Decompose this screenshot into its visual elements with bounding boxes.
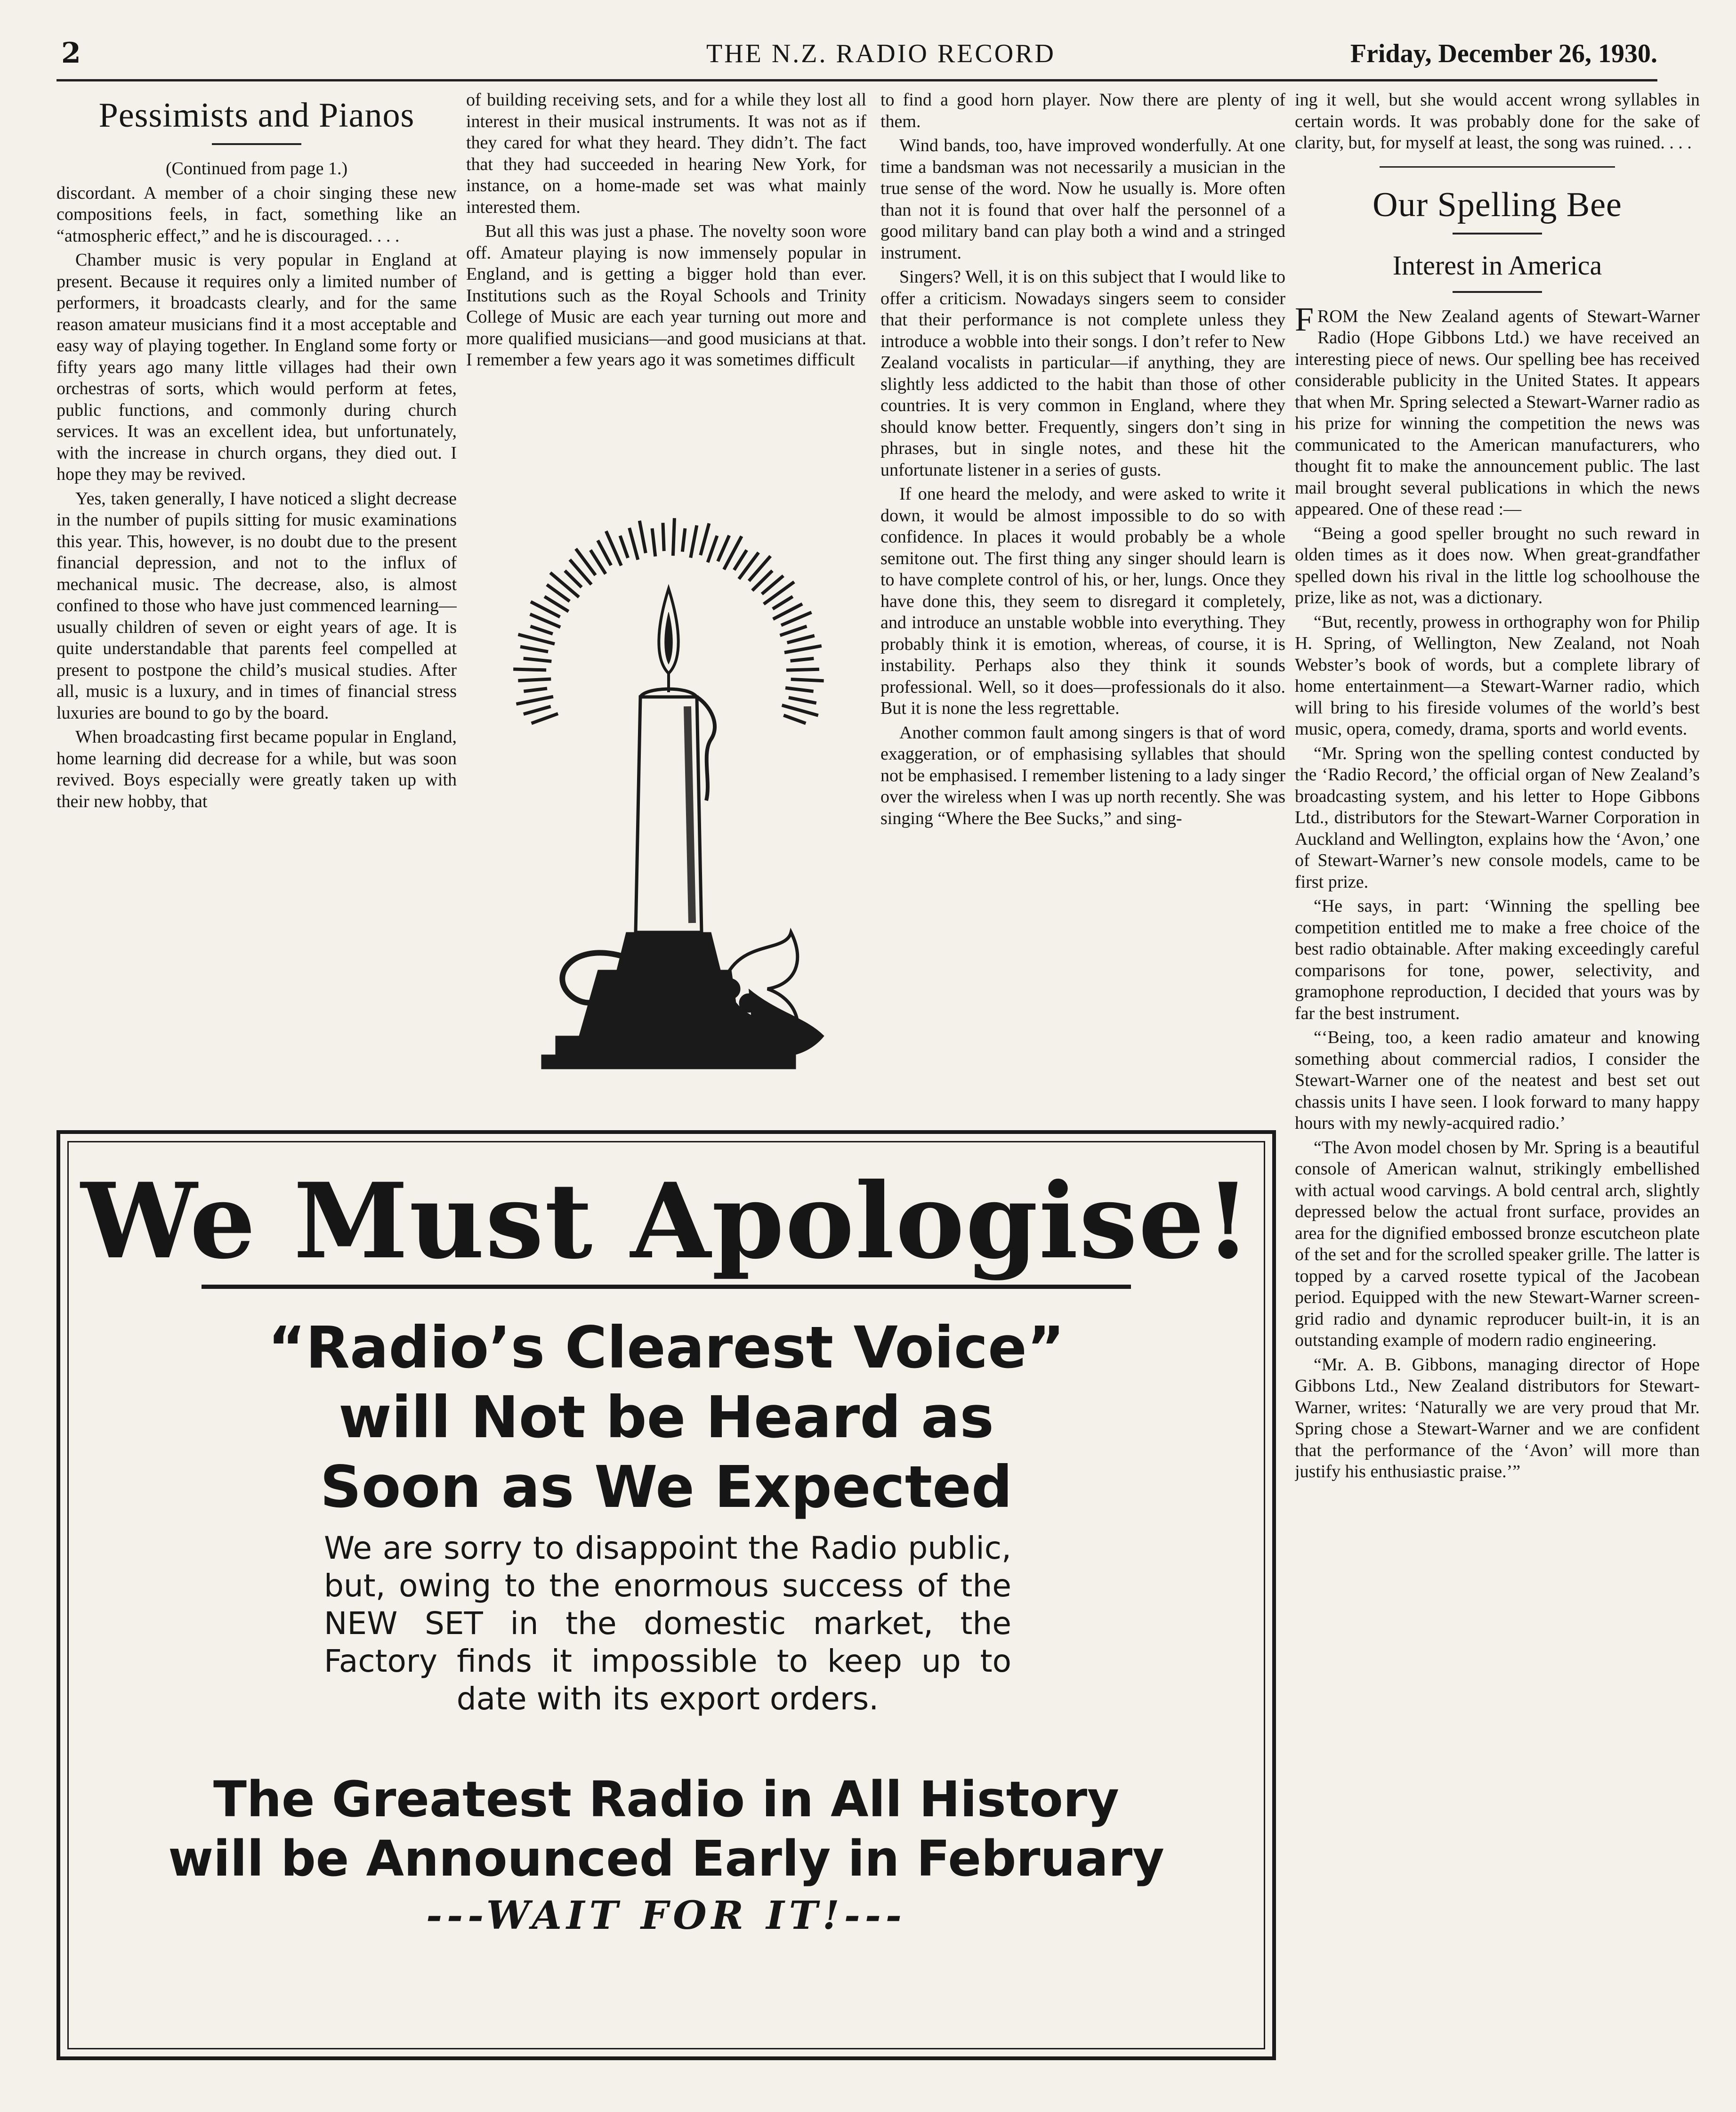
headline-rule — [1453, 233, 1542, 235]
paragraph: to find a good horn player. Now there are plenty of them. — [880, 90, 1285, 131]
advertisement-box — [57, 1130, 1276, 2060]
ad-announcement — [60, 1770, 1272, 1888]
paragraph: If one heard the melody, and were asked to write it down, it would be almost impossible to do so with confidence. In places it would probably be a whole semitone out. The first thing any singer should learn is to have complete control of his, or her, lungs. Once they have done this, they seem to disregard it completely, and introduce an unstable wobble into everything. They probably think it is emotion, whereas, of course, it is instability. Perhaps also they think it sounds professional. Well, so it does—professionals do it also. But it is none the less regrettable. — [880, 484, 1285, 718]
ray-mark — [598, 541, 611, 566]
column-2 — [466, 89, 866, 513]
paragraph: “‘Being, too, a keen radio amateur and knowing something about commercial radios, I consider the Stewart-Warner one of the neatest and best set out chassis units I have seen. I look forward to many happy hours with my newly-acquired radio.’ — [1295, 1028, 1700, 1133]
ray-mark — [691, 526, 697, 558]
ray-mark — [550, 573, 579, 597]
ray-mark — [734, 550, 747, 570]
ray-mark — [524, 658, 552, 661]
ray-mark — [708, 536, 717, 563]
paragraph: Chamber music is very popular in England at present. Because it requires only a limited number of performers, it broadcasts clearly, and for the same reason amateur musicians find it a most acceptable and easy way of playing together. In England some forty or fifty years ago many little villages had their own orchestras of sorts, which would perform at fetes, public functions, and commonly during church services. It was an excellent idea, but unfortunately, with the increase in church organs, they died out. I hope they may be revived. — [57, 250, 457, 484]
ad-announcement-line: The Greatest Radio in All History — [213, 1771, 1119, 1828]
ray-mark — [531, 626, 553, 634]
ray-mark — [701, 523, 709, 555]
lead-text: ROM the New Zealand agents of Stewart-Warner Radio (Hope Gibbons Ltd.) we have received an interesting piece of news. Our spelling bee has received considerable publicity in the United States. It appears that when Mr. Spring selected a Stewart-Warner radio as his prize for winning the competition the news was communicated to the American manufacturers, who thought fit to make the announcement public. The last mail brought several publications in which the news appeared. One of these read :— — [1295, 306, 1700, 519]
paragraph: “The Avon model chosen by Mr. Spring is a beautiful console of American walnut, strikingly embellished with actual wood carvings. A bold central arch, slightly depressed below the actual front surface, provides an area for the dignified embossed bronze escutcheon plate of the set and for the scrolled speaker grille. The latter is topped by a carved rosette typical of the Jacobean period. Equipped with the new Stewart-Warner screen-grid radio and dynamic reproducer built-in, it is an outstanding example of modern radio engineering. — [1295, 1137, 1700, 1350]
paragraph: ing it well, but she would accent wrong syllables in certain words. It was probably done for the sake of clarity, but, for myself at least, the song was ruined. . . . — [1295, 90, 1700, 153]
paragraph: But all this was just a phase. The novelty soon wore off. Amateur playing is now immensely popular in England, and is getting a bigger hold than ever. Institutions such as the Royal Schools and Trinity College of Music are each year turning out more and more qualified musicians—and good musicians at that. I remember a few years ago it was sometimes difficult — [466, 221, 866, 370]
column-1 — [57, 89, 457, 1121]
ray-mark — [784, 646, 822, 653]
paragraph: “Mr. A. B. Gibbons, managing director of Hope Gibbons Ltd., New Zealand distributors for Stewart-Warner, writes: ‘Naturally we are very proud that Mr. Spring chose a Stewart-Warner and we are confident that the performance of the ‘Avon’ will more than justify his enthusiastic praise.’” — [1295, 1354, 1700, 1481]
paragraph: discordant. A member of a choir singing these new compositions feels, in fact, something like an “atmospheric effect,” and he is discouraged. . . . — [57, 183, 457, 246]
page-number: 2 — [61, 37, 81, 70]
masthead — [57, 37, 1657, 81]
ad-announcement-line: will be Announced Early in February — [168, 1830, 1164, 1887]
ad-title: We Must Apologise! — [81, 1160, 1252, 1282]
column-3 — [880, 89, 1285, 1121]
lead-paragraph — [1295, 300, 1700, 520]
ray-mark — [520, 647, 548, 652]
ray-mark — [764, 582, 794, 604]
paragraph: “Being a good speller brought no such reward in olden times as it does now. When great-grandfather spelled down his rival in the little log schoolhouse the prize, like as not, was a dictionary. — [1295, 523, 1700, 607]
ray-mark — [791, 679, 824, 680]
ray-mark — [524, 706, 551, 714]
paragraph: Another common fault among singers is that of word exaggeration, or of emphasising syllables that should not be emphasised. I remember listening to a lady singer over the wireless when I was up north recently. She was singing “Where the Bee Sucks,” and sing- — [880, 722, 1285, 828]
ray-mark — [513, 669, 546, 670]
ray-mark — [791, 658, 814, 661]
ray-mark — [639, 521, 646, 553]
headline-rule — [212, 143, 301, 145]
paper-title: THE N.Z. RADIO RECORD — [706, 39, 1056, 68]
headline-rule — [1453, 291, 1542, 293]
article-headline-spelling: Our Spelling Bee — [1373, 185, 1622, 224]
ad-voice-line: will Not be Heard as — [339, 1384, 994, 1451]
paragraph: of building receiving sets, and for a while they lost all interest in their musical instruments. It was not as if they cared for what they heard. They didn’t. The fact that they had succeeded in hearing New York, for instance, on a home-made set was what mainly interested them. — [466, 90, 866, 217]
candle-with-holly-icon — [466, 518, 866, 1116]
ray-mark — [620, 536, 628, 558]
drop-cap: F — [1295, 300, 1314, 338]
paragraph: Wind bands, too, have improved wonderfully. At one time a bandsman was not necessarily a musician in the true sense of the word. Now he usually is. More often than not it is found that over half the personnel of a good military band can play both a wind and a stringed instrument. — [880, 136, 1285, 263]
paragraph: Yes, taken generally, I have noticed a slight decrease in the number of pupils sitting for music examinations this year. This, however, is no doubt due to the present financial depression, and not to the influx of mechanical music. The decrease, also, is almost confined to those who have just commenced learning—usually children of seven or eight years of age. It is quite understandable that parents feel compelled at present to postpone the child’s musical studies. After all, music is a luxury, and in times of financial stress luxuries are bound to go by the board. — [57, 488, 457, 723]
ray-mark — [518, 679, 551, 680]
ray-mark — [532, 714, 558, 724]
article-headline-pianos: Pessimists and Pianos — [98, 96, 415, 135]
ray-mark — [787, 636, 815, 643]
article-subhead: Interest in America — [1392, 250, 1602, 281]
ray-mark — [780, 626, 807, 635]
ray-mark — [786, 669, 819, 670]
ray-mark — [518, 634, 555, 644]
ad-title-rule — [202, 1285, 1131, 1289]
ray-mark — [663, 523, 664, 551]
ad-voice-line: “Radio’s Clearest Voice” — [267, 1314, 1065, 1381]
continued-note: (Continued from page 1.) — [165, 159, 348, 178]
ray-mark — [785, 688, 814, 691]
ray-mark — [524, 688, 547, 691]
ad-body: We are sorry to disappoint the Radio public, but, owing to the enormous success of the NEW SET in the domestic market, the Factory finds it impossible to keep up to date with its export orders. — [324, 1530, 1011, 1717]
column-4 — [1295, 89, 1700, 2086]
ray-mark — [673, 518, 674, 556]
ray-mark — [773, 597, 793, 609]
ad-voice-line: Soon as We Expected — [320, 1454, 1013, 1521]
ray-mark — [652, 528, 655, 557]
issue-date: Friday, December 26, 1930. — [1350, 39, 1657, 68]
ray-mark — [630, 528, 638, 560]
paragraph: When broadcasting first became popular in England, home learning did decrease for a while, but was soon revived. Boys especially were greatly taken up with their new hobby, that — [57, 727, 457, 811]
ray-mark — [516, 696, 553, 704]
ray-mark — [783, 715, 806, 723]
article-separator-rule — [1380, 166, 1615, 168]
ray-mark — [718, 535, 729, 561]
ad-voice-block — [60, 1313, 1272, 1522]
paragraph: “Mr. Spring won the spelling contest conducted by the ‘Radio Record,’ the official organ of New Zealand’s broadcasting system, and his letter to Hope Gibbons Ltd., distributors for the Stewart-Warner Corporation in Auckland and Wellington, explains how the ‘Avon,’ one of Stewart-Warner’s new console models, came to be first prize. — [1295, 743, 1700, 892]
ray-mark — [565, 571, 582, 587]
ray-mark — [782, 705, 818, 716]
ad-wait-line: ---WAIT FOR IT!--- — [426, 1893, 906, 1938]
paragraph: Singers? Well, it is on this subject that I would like to offer a criticism. Nowadays singers seem to consider that their performance is not complete unless they introduce a wobble into their songs. I don’t refer to New Zealand vocalists in particular—if anything, they are slightly less addicted to the habit than those of other countries. It is very common in England, where they should know better. Frequently, singers don’t sing in phrases, but in single notes, and these hit the unfortunate listener in a series of gusts. — [880, 267, 1285, 480]
paragraph: “But, recently, prowess in orthography won for Philip H. Spring, of Wellington, New Zealand, not Noah Webster’s book of words, but a complete library of home entertainment—a Stewart-Warner radio, which will bring to his fireside volumes of the world’s best music, opera, comedy, drama, sports and world events. — [1295, 612, 1700, 739]
ray-mark — [789, 697, 816, 703]
paragraph: “He says, in part: ‘Winning the spelling bee competition entitled me to make a free choice of the best radio obtainable. After making exceedingly careful comparisons for tone, power, selectivity, and gramophone reproduction, I decided that yours was by far the best instrument. — [1295, 896, 1700, 1023]
ray-mark — [682, 528, 685, 552]
